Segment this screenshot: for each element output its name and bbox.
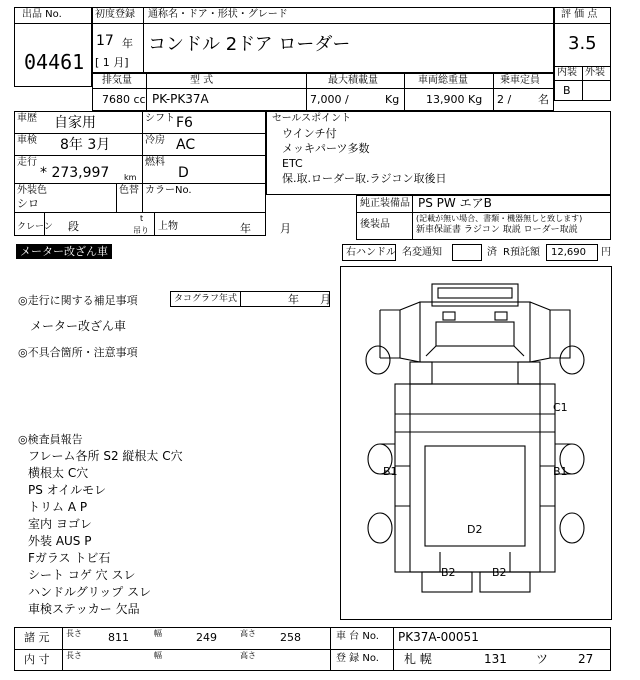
aircon-value: AC xyxy=(176,137,196,153)
plate-class: 131 xyxy=(484,652,507,666)
aftermarket-value: 新車保証書 ラジコン 取説 ローダー取説 xyxy=(416,225,578,235)
crane-lift: 吊り xyxy=(133,226,149,235)
inner-length-label: 長さ xyxy=(66,651,82,660)
model-code-label: 型 式 xyxy=(190,75,214,86)
displacement-value: 7680 cc xyxy=(102,93,146,106)
crane-label: クレーン xyxy=(17,222,53,232)
upper-year: 年 xyxy=(240,222,251,235)
truck-diagram xyxy=(340,266,612,620)
width-value: 249 xyxy=(196,631,217,644)
capacity-value: 2 / xyxy=(497,93,512,106)
capacity-label: 乗車定員 xyxy=(500,75,540,86)
height-value: 258 xyxy=(280,631,301,644)
max-load-label: 最大積載量 xyxy=(328,75,378,86)
history-label: 車歴 xyxy=(17,113,37,124)
chassis-value: PK37A-00051 xyxy=(398,630,479,644)
odometer-tamper-banner: メーター改ざん車 xyxy=(16,244,112,259)
notice-box xyxy=(452,244,482,261)
upper-label: 上物 xyxy=(158,221,178,232)
plate-kana: ツ xyxy=(536,652,549,666)
recycle-value-label: R預託額 xyxy=(503,247,540,258)
damage-mark: B2 xyxy=(492,566,507,579)
height-label: 高さ xyxy=(240,629,256,638)
model-name: コンドル 2ドア ローダー xyxy=(148,34,351,55)
lot-number: 04461 xyxy=(24,50,85,74)
upper-month: 月 xyxy=(280,222,291,235)
driving-note: メーター改ざん車 xyxy=(30,319,127,333)
damage-mark: B2 xyxy=(441,566,456,579)
sales-point-line: ETC xyxy=(282,157,303,170)
driving-notes-title: ◎走行に関する補足事項 xyxy=(18,294,138,307)
damage-mark: B1 xyxy=(553,465,568,478)
max-load-value: 7,000 / xyxy=(310,93,349,106)
aftermarket-label: 後装品 xyxy=(360,219,390,230)
sales-points-label: セールスポイント xyxy=(272,113,352,124)
equipment-label: 純正装備品 xyxy=(360,198,410,209)
steering-value: 右ハンドル xyxy=(346,247,396,258)
gross-weight-label: 車両総重量 xyxy=(418,75,468,86)
notice-label: 名変通知 xyxy=(402,247,442,258)
recycle-label: 済 xyxy=(487,247,497,258)
damage-mark: C1 xyxy=(553,401,568,414)
exterior-grade-label: 外装 xyxy=(585,67,605,78)
length-value: 811 xyxy=(108,631,129,644)
mileage-value: * 273,997 xyxy=(40,165,110,181)
ext-color-value: シロ xyxy=(17,197,39,210)
inspector-line: シート コゲ 穴 スレ xyxy=(28,568,136,582)
inspector-line: 車検ステッカー 欠品 xyxy=(28,602,140,616)
inspector-line: フレーム各所 S2 縦根太 C穴 xyxy=(28,449,183,463)
inner-dims-label: 内 寸 xyxy=(24,653,50,666)
model-label: 通称名・ドア・形状・グレード xyxy=(148,9,288,20)
grade-value: 3.5 xyxy=(568,33,597,54)
inner-height-label: 高さ xyxy=(240,651,256,660)
plate-number: 27 xyxy=(578,652,594,666)
tacho-label: タコグラフ年式 xyxy=(174,294,238,304)
aircon-label: 冷房 xyxy=(145,135,165,146)
length-label: 長さ xyxy=(66,629,82,638)
gross-weight-value: 13,900 Kg xyxy=(426,93,483,106)
ext-color-label: 外装色 xyxy=(17,185,47,196)
interior-grade-label: 内装 xyxy=(557,67,577,78)
first-reg-month: [ 1 月] xyxy=(95,56,129,69)
inspector-line: Fガラス トビ石 xyxy=(28,551,111,565)
plate-city: 札 幌 xyxy=(404,652,432,666)
damage-mark: B1 xyxy=(383,465,398,478)
plate-label: 登 録 No. xyxy=(336,653,379,664)
history-value: 自家用 xyxy=(54,115,96,131)
inspector-line: ハンドルグリップ スレ xyxy=(28,585,152,599)
shift-value: F6 xyxy=(176,115,193,131)
inspection-label: 車検 xyxy=(17,135,37,146)
grade-label: 評 価 点 xyxy=(561,9,598,20)
inspector-line: トリム A P xyxy=(28,500,88,514)
inspector-line: 外装 AUS P xyxy=(28,534,92,548)
inspection-value: 8年 3月 xyxy=(60,137,111,153)
color-change-label: 色替 xyxy=(119,185,139,196)
tacho-year: 年 xyxy=(288,293,299,306)
dims-label: 諸 元 xyxy=(24,631,50,644)
damage-mark: D2 xyxy=(467,523,483,536)
crane-t: t xyxy=(140,214,144,223)
shift-label: シフト xyxy=(145,113,175,124)
inspector-line: 横根太 C穴 xyxy=(28,466,89,480)
inspector-line: PS オイルモレ xyxy=(28,483,107,497)
color-no-label: カラーNo. xyxy=(145,185,192,196)
max-load-unit: Kg xyxy=(385,93,400,106)
first-reg-year: 17 xyxy=(96,33,114,49)
aftermarket-note: (記載が無い場合、書類・機器無しと致します) xyxy=(416,214,583,223)
equipment-value: PS PW エアB xyxy=(418,196,492,210)
lot-label: 出品 No. xyxy=(22,9,62,20)
first-reg-label: 初度登録 xyxy=(95,9,135,20)
fuel-label: 燃料 xyxy=(145,157,165,168)
mileage-unit: km xyxy=(124,173,137,182)
sales-point-line: ウインチ付 xyxy=(282,127,337,140)
sales-point-line: 保.取.ローダー取.ラジコン取後日 xyxy=(282,172,447,185)
interior-grade-value: B xyxy=(563,84,571,97)
inner-width-label: 幅 xyxy=(154,651,162,660)
crane-step: 段 xyxy=(68,220,79,233)
year-unit: 年 xyxy=(122,37,133,50)
displacement-label: 排気量 xyxy=(102,75,132,86)
capacity-unit: 名 xyxy=(538,93,549,106)
chassis-label: 車 台 No. xyxy=(336,631,379,642)
inspector-line: 室内 ヨゴレ xyxy=(28,517,92,531)
width-label: 幅 xyxy=(154,629,162,638)
recycle-unit: 円 xyxy=(601,247,611,258)
model-code-value: PK-PK37A xyxy=(152,92,209,106)
mileage-label: 走行 xyxy=(17,157,37,168)
inspector-title: ◎検査員報告 xyxy=(18,433,83,446)
fuel-value: D xyxy=(178,165,189,181)
tacho-month: 月 xyxy=(320,293,331,306)
defects-title: ◎不具合箇所・注意事項 xyxy=(18,346,138,359)
sales-point-line: メッキパーツ多数 xyxy=(282,142,370,155)
recycle-amount: 12,690 xyxy=(551,247,586,258)
